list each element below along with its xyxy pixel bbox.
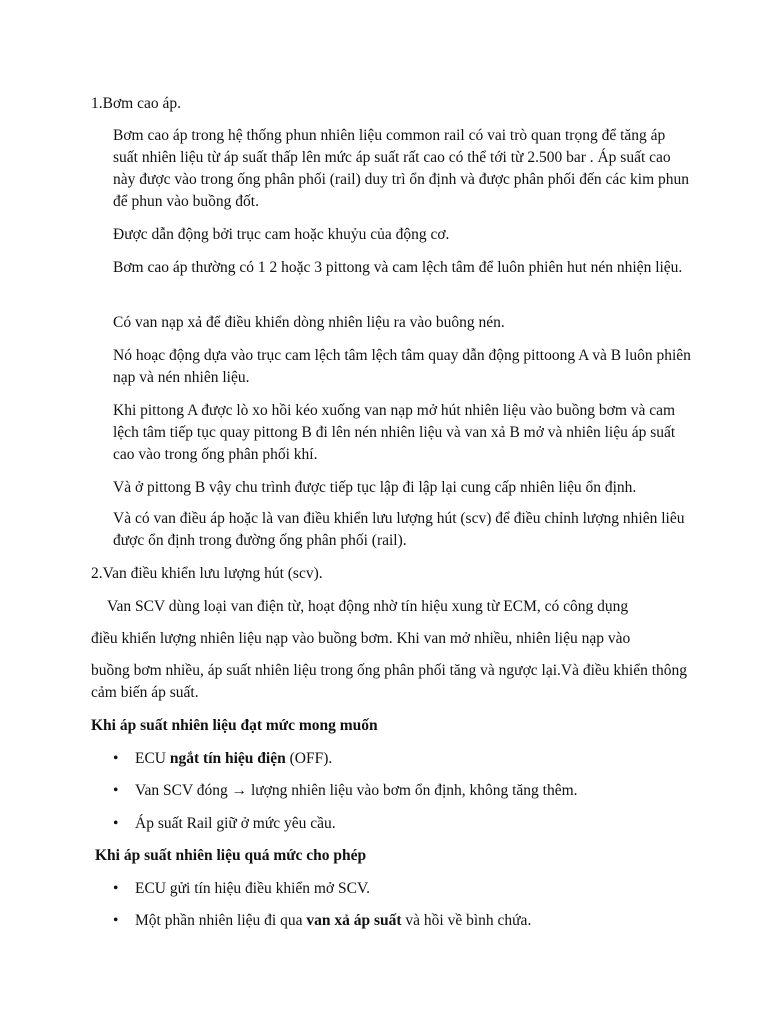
paragraph: Và ở pittong B vậy chu trình được tiếp tục lập đi lập lại cung cấp nhiên liệu ổn định.	[113, 479, 637, 496]
list-item-text: Áp suất Rail giữ ở mức yêu cầu.	[135, 815, 336, 832]
paragraph-line: Van SCV dùng loại van điện từ, hoạt động nhờ tín hiệu xung từ ECM, có công dụng	[107, 598, 629, 615]
paragraph: Được dẫn động bởi trục cam hoặc khuỷu của động cơ.	[113, 226, 450, 243]
paragraph: Bơm cao áp thường có 1 2 hoặc 3 pittong và cam lệch tâm để luôn phiên hut nén nhiện liệu.	[113, 259, 683, 276]
list-item	[113, 878, 693, 900]
paragraph-line: buồng bơm nhiều, áp suất nhiên liệu trong ống phân phối tăng và ngược lại.Và điều khiển thông cảm biến áp suất.	[91, 662, 688, 701]
bullet-icon: •	[113, 782, 119, 799]
list-item	[113, 748, 693, 770]
bullet-icon: •	[113, 750, 119, 767]
paragraph: Nó hoạc động dựa vào trục cam lệch tâm lệch tâm quay dẫn động pittoong A và B luôn phiên nạp và nén nhiên liệu.	[113, 347, 691, 386]
bullet-icon: •	[113, 912, 119, 929]
list-item	[113, 780, 693, 802]
section-2-heading: 2.Van điều khiển lưu lượng hút (scv).	[91, 565, 323, 582]
paragraph-line: điều khiển lượng nhiên liệu nạp vào buồng bơm. Khi van mở nhiều, nhiên liệu nạp vào	[91, 630, 631, 647]
paragraph: Khi pittong A được lò xo hồi kéo xuống van nạp mở hút nhiên liệu vào buồng bơm và cam lệch tâm tiếp tục quay pittong B đi lên nén nhiên liệu và van xả B mở và nhiên liệu áp suất cao vào trong ống phân phối khí.	[113, 402, 676, 463]
list-item	[113, 910, 693, 932]
paragraph: Có van nạp xả để điều khiển dòng nhiên liệu ra vào buông nén.	[113, 314, 505, 331]
list-item	[113, 813, 693, 835]
paragraph: Và có van điều áp hoặc là van điều khiển lưu lượng hút (scv) để điều chỉnh lượng nhiên liêu được ổn định trong đường ống phân phối (rail).	[113, 510, 685, 549]
list-item-text: Một phần nhiên liệu đi qua van xả áp suất và hồi về bình chứa.	[135, 912, 532, 929]
paragraph: Bơm cao áp trong hệ thống phun nhiên liệu common rail có vai trò quan trọng để tăng áp suất nhiên liệu từ áp suất thấp lên mức áp suất rất cao có thể tới từ 2.500 bar . Áp suất cao này được vào trong ống phân phối (rail) duy trì ổn định và được phân phối đến các kim phun để phun vào buồng đốt.	[113, 127, 689, 210]
subheading-desired-pressure: Khi áp suất nhiên liệu đạt mức mong muốn	[91, 717, 378, 734]
subheading-excess-pressure: Khi áp suất nhiên liệu quá mức cho phép	[95, 847, 367, 864]
bullet-icon: •	[113, 880, 119, 897]
section-1-heading: 1.Bơm cao áp.	[91, 95, 181, 112]
list-item-text: Van SCV đóng → lượng nhiên liệu vào bơm ổn định, không tăng thêm.	[135, 782, 578, 799]
list-item-text: ECU ngắt tín hiệu điện (OFF).	[135, 750, 333, 767]
list-item-text: ECU gửi tín hiệu điều khiển mở SCV.	[135, 880, 371, 897]
bullet-icon: •	[113, 815, 119, 832]
